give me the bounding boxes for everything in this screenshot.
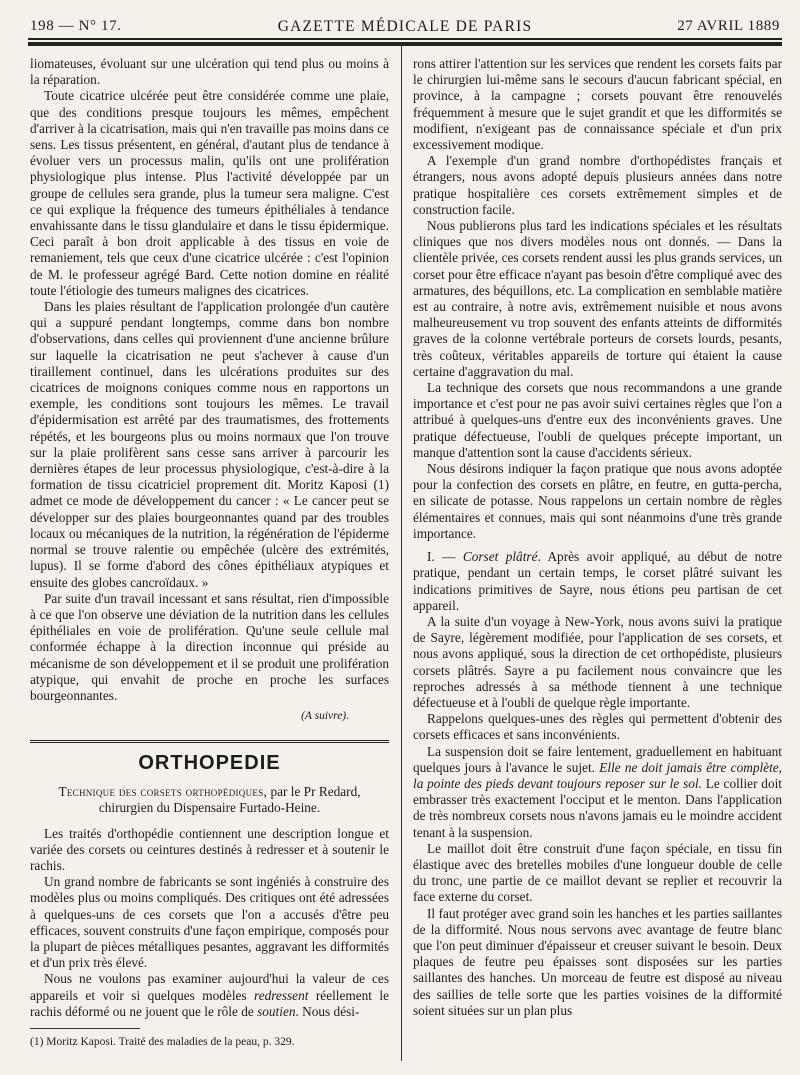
article-author: par le Pr Redard, <box>270 783 361 799</box>
section-rule <box>30 740 389 751</box>
paragraph: Un grand nombre de fabricants se sont ingéniés à construire des modèles plus ou moins compliqués. Des critiques ont été adressées à quelques-uns de ces corsets que l'on a accusés d'être peu efficaces, souvent construits d'une façon empirique, composés pour la plupart de pièces métalliques pesantes, aggravant les difformités et d'un prix très élevé. <box>30 874 389 971</box>
to-be-continued: (A suivre). <box>301 710 349 723</box>
paragraph: Toute cicatrice ulcérée peut être considérée comme une plaie, que des conditions presque toujours les mêmes, empêchent d'arriver à la cicatrisation, mais qui n'en travaille pas moins dans ce sens. Les tissus présentent, en général, d'autant plus de tendance à évoluer vers un processus malin, qu'ils ont une prolifération physiologique plus intense. Plus l'activité développée par un groupe de cellules sera grande, plus la tumeur sera maligne. C'est ce qui explique la fréquence des tumeurs épithéliales à tendance envahissante dans le tissu glandulaire et dans le tissu épidermique. Ceci paraît à bon droit applicable à des tissus en voie de remaniement, tels que ceux d'une cicatrice ulcérée : c'est l'opinion de M. le professeur agrégé Bard. Cette notion domine en réalité toute l'étiologie des tumeurs malignes des cicatrices. <box>30 88 389 298</box>
article-title-text: Technique des corsets orthopédiques, <box>58 783 268 799</box>
paragraph: Par suite d'un travail incessant et sans résultat, rien d'impossible à ce que l'on observe une déviation de la nutrition dans les cellules épithéliales en voie de prolifération. Qu'une seule cellule mal conformée échappe à la direction inconnue qui préside au mécanisme de son développement et il se produit une prolifération atypique, qui envahit de proche en proche les surfaces bourgeonnantes. <box>30 590 389 703</box>
paragraph: Il faut protéger avec grand soin les hanches et les parties saillantes de la difformité. Nous nous servons avec avantage de feutre blanc que l'on peut diminuer d'épaisseur et creuser suivant le besoin. Deux plaques de feutre peu épaisses sont disposées sur les parties saillantes des hanches. Un morceau de feutre est disposé au niveau des saillies de telle sorte que les parties voisines de la difformité soient situées sur un plan plus <box>413 905 782 1018</box>
header-rule-thick <box>28 42 782 46</box>
paragraph: Nous ne voulons pas examiner aujourd'hui la valeur de ces appareils et voir si quelques modèles redressent réellement le rachis déformé ou ne jouent que le rôle de soutien. Nous dési- <box>30 971 389 1019</box>
paragraph: Dans les plaies résultant de l'application prolongée d'un cautère qui a suppuré pendant longtemps, comme dans bon nombre d'observations, dans celles qui proviennent d'une ancienne brûlure sur laquelle la cicatrisation ne peut s'achever à cause d'un tiraillement continuel, dans les ulcérations produites sur des cicatrices de moignons coniques comme nous en rapportons un exemple, les conditions sont toujours les mêmes. Le travail d'épidermisation est arrêté par des traumatismes, des frottements répétés, et les bourgeons plus ou moins normaux que l'on trouve sur la plaie prolifèrent sans cesse sans arriver à parcourir les dernières étapes de leur processus physiologique, c'est-à-dire à la formation de tissu cicatriciel proprement dit. Moritz Kaposi (1) admet ce mode de développement du cancer : « Le cancer peut se développer sur des plaies bourgeonnantes quand par des troubles locaux ou mécaniques de la nutrition, la régénération de l'épiderme normal se trouve ralentie ou empêchée (ulcère des extrémités, lupus). Il se forme d'abord des cônes épithéliaux atypiques et ensuite des globes cancroïdaux. » <box>30 299 389 590</box>
issue-date: 27 AVRIL 1889 <box>677 18 780 34</box>
paragraph: A la suite d'un voyage à New-York, nous avons suivi la pratique de Sayre, légèrement modifiée, pour l'application de ses corsets, et nous avons appliqué, sous la direction de cet orthopédiste, plusieurs corsets plâtrés. Sayre a pu facilement nous convaincre que les reproches adressés à sa méthode tiennent à une technique défectueuse et à l'oubli de quelque règle importante. <box>413 613 782 710</box>
paragraph: Le maillot doit être construit d'une façon spéciale, en tissu fin élastique avec des bretelles mobiles d'une longueur double de celle du tronc, une partie de ce maillot devant se replier et recouvrir la face externe du corset. <box>413 840 782 905</box>
journal-title: GAZETTE MÉDICALE DE PARIS <box>277 18 533 35</box>
article-title <box>30 784 389 816</box>
section-title: ORTHOPEDIE <box>138 752 281 775</box>
paragraph: Les traités d'orthopédie contiennent une description longue et variée des corsets ou ceintures destinés à redresser et à soutenir le rachis. <box>30 825 389 873</box>
footnote: (1) Moritz Kaposi. Traité des maladies de la peau, p. 329. <box>30 1035 295 1048</box>
page-header <box>30 12 780 36</box>
page-number: 198 — N° 17. <box>30 18 122 34</box>
article-affiliation: chirurgien du Dispensaire Furtado-Heine. <box>98 799 321 815</box>
header-rule <box>28 38 782 40</box>
footnote-rule <box>30 1028 140 1029</box>
paragraph: liomateuses, évoluant sur une ulcération qui tend plus ou moins à la réparation. <box>30 56 389 88</box>
paragraph: A l'exemple d'un grand nombre d'orthopédistes français et étrangers, nous avons adopté depuis plusieurs années dans notre pratique hospitalière ces corsets extrêmement simples et de construction facile. <box>413 153 782 217</box>
column-divider <box>401 46 402 1061</box>
paragraph: I. — Corset plâtré. Après avoir appliqué, au début de notre pratique, pendant un certain temps, le corset plâtré suivant les indications primitives de Sayre, nous étions peu partisan de cet appareil. <box>413 549 782 613</box>
paragraph: Rappelons quelques-unes des règles qui permettent d'obtenir des corsets efficaces et sans inconvénients. <box>413 711 782 743</box>
right-column <box>413 56 782 1019</box>
paragraph: La technique des corsets que nous recommandons a une grande importance et c'est pour ne pas avoir suivi certaines règles que l'on a attribué à quelques-uns d'entre eux des inconvénients graves. Une pratique défectueuse, l'oubli de quelques précepte important, un manque d'attention sont la cause d'accidents sérieux. <box>413 380 782 460</box>
paragraph: Nous publierons plus tard les indications spéciales et les résultats cliniques que nos divers modèles nous ont donnés. — Dans la clientèle privée, ces corsets rendent aussi les plus grands services, un corset pour être efficace n'ayant pas besoin d'être compliqué avec des armatures, des béquillons, etc. La complication en semblable matière est au contraire, à notre avis, extrêmement nuisible et nous avons malheureusement vu trop souvent des enfants atteints de difformités graves de la colonne vertébrale porteurs de corsets lourds, pesants, très coûteux, véritables appareils de torture qui étaient la cause certaine d'aggravation du mal. <box>413 218 782 379</box>
left-column <box>30 56 389 1049</box>
paragraph: La suspension doit se faire lentement, graduellement en habituant quelques jours à l'avance le sujet. Elle ne doit jamais être complète, la pointe des pieds devant toujours reposer sur le sol. Le collier doit embrasser très exactement l'occiput et le menton. Dans l'application de très nombreux corsets nous n'avons jamais eu le moindre accident tenant à la suspension. <box>413 743 782 840</box>
paragraph: rons attirer l'attention sur les services que rendent les corsets faits par le chirurgien lui-même sans le secours d'aucun fabricant spécial, en province, à la campagne ; corsets pouvant être renouvelés fréquemment à mesure que le sujet grandit et que les difformités se modifient, n'exigeant pas de connaissance spéciale et d'un prix excessivement modique. <box>413 56 782 153</box>
paragraph: Nous désirons indiquer la façon pratique que nous avons adoptée pour la confection des corsets en plâtre, en feutre, en gutta-percha, en silicate de potasse. Nous rappelons un certain nombre de règles élémentaires et connues, mais qui sont néanmoins d'une très grande importance. <box>413 461 782 541</box>
